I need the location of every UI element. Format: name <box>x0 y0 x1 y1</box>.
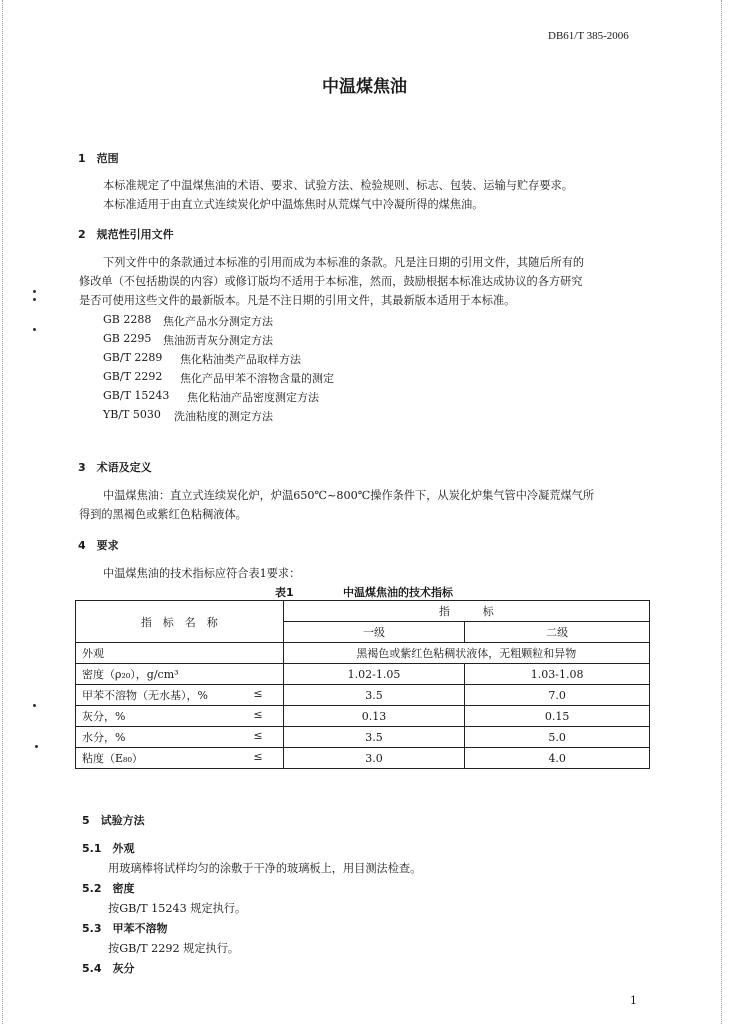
table-cell: 4.0 <box>465 748 650 769</box>
scan-speck <box>33 298 36 301</box>
row-name: 密度（ρ₂₀），g/cm³ <box>82 668 179 681</box>
reference-title: 焦油沥青灰分测定方法 <box>163 334 273 347</box>
paragraph: 中温煤焦油：直立式连续炭化炉，炉温650℃~800℃操作条件下，从炭化炉集气管中冷凝荒煤气所 <box>103 489 595 502</box>
le-symbol: ≤ <box>253 750 263 763</box>
reference-code: YB/T 5030 <box>103 408 161 421</box>
paragraph: 下列文件中的条款通过本标准的引用而成为本标准的条款。凡是注日期的引用文件，其随后所有的 <box>103 256 585 269</box>
subsection-heading: 5.3 甲苯不溶物 <box>82 922 168 935</box>
table-cell <box>76 664 284 685</box>
row-name: 外观 <box>82 647 104 660</box>
header-cell: 一级 <box>283 622 465 643</box>
reference-code: GB/T 2292 <box>103 370 163 383</box>
table-cell: 1.03-1.08 <box>465 664 650 685</box>
section-heading: 4 要求 <box>78 539 119 552</box>
section-heading: 2 规范性引用文件 <box>78 228 174 241</box>
table-cell <box>76 643 284 664</box>
table-cell: 0.13 <box>283 706 465 727</box>
header-cell: 指 标 <box>283 601 649 622</box>
section-heading: 1 范围 <box>78 152 119 165</box>
scan-edge-right <box>721 0 723 1024</box>
row-name: 甲苯不溶物（无水基），% <box>82 689 208 702</box>
subsection-heading: 5.1 外观 <box>82 842 135 855</box>
scan-speck <box>35 745 38 748</box>
le-symbol: ≤ <box>253 708 263 721</box>
reference-code: GB 2288 <box>103 313 152 326</box>
table-caption-title: 中温煤焦油的技术指标 <box>343 586 453 599</box>
table-cell <box>76 727 284 748</box>
page-number: 1 <box>630 994 637 1007</box>
table-cell: 7.0 <box>465 685 650 706</box>
reference-title: 洗油粘度的测定方法 <box>174 410 273 423</box>
header-cell: 二级 <box>465 622 650 643</box>
reference-title: 焦化粘油产品密度测定方法 <box>187 391 319 404</box>
scan-speck <box>33 704 36 707</box>
scan-speck <box>33 290 36 293</box>
table-cell <box>76 685 284 706</box>
table-row <box>76 643 650 664</box>
le-symbol: ≤ <box>253 729 263 742</box>
table-cell: 黑褐色或紫红色粘稠状液体，无粗颗粒和异物 <box>283 643 649 664</box>
paragraph: 按GB/T 2292 规定执行。 <box>108 942 240 955</box>
table-cell <box>76 706 284 727</box>
row-name: 粘度（E₈₀） <box>82 752 143 765</box>
reference-code: GB 2295 <box>103 332 152 345</box>
table-header-row <box>76 601 650 622</box>
row-name: 灰分，% <box>82 710 126 723</box>
reference-code: GB/T 2289 <box>103 351 163 364</box>
reference-title: 焦化产品甲苯不溶物含量的测定 <box>180 372 334 385</box>
document-title: 中温煤焦油 <box>322 77 407 97</box>
section-heading: 3 术语及定义 <box>78 461 152 474</box>
table-cell: 1.02-1.05 <box>283 664 465 685</box>
table-cell: 3.5 <box>283 685 465 706</box>
subsection-heading: 5.2 密度 <box>82 882 135 895</box>
document-code: DB61/T 385-2006 <box>548 30 629 42</box>
row-name: 水分，% <box>82 731 126 744</box>
table-cell: 3.0 <box>283 748 465 769</box>
paragraph: 按GB/T 15243 规定执行。 <box>108 902 247 915</box>
table-cell <box>76 748 284 769</box>
paragraph: 修改单（不包括勘误的内容）或修订版均不适用于本标准，然而，鼓励根据本标准达成协议的各方研究 <box>79 275 583 288</box>
section-heading: 5 试验方法 <box>82 814 145 827</box>
le-symbol: ≤ <box>253 687 263 700</box>
table-cell: 0.15 <box>465 706 650 727</box>
table-cell: 5.0 <box>465 727 650 748</box>
scan-edge-left <box>2 0 4 1024</box>
paragraph: 得到的黑褐色或紫红色粘稠液体。 <box>79 508 247 521</box>
reference-code: GB/T 15243 <box>103 389 170 402</box>
paragraph: 本标准规定了中温煤焦油的术语、要求、试验方法、检验规则、标志、包装、运输与贮存要求。 <box>103 179 573 192</box>
table-row <box>76 727 650 748</box>
paragraph: 中温煤焦油的技术指标应符合表1要求： <box>103 567 301 580</box>
table-cell: 3.5 <box>283 727 465 748</box>
table-row <box>76 748 650 769</box>
paragraph: 用玻璃棒将试样均匀的涂敷于干净的玻璃板上，用目测法检查。 <box>108 862 422 875</box>
subsection-heading: 5.4 灰分 <box>82 962 135 975</box>
paragraph: 是否可使用这些文件的最新版本。凡是不注日期的引用文件，其最新版本适用于本标准。 <box>79 294 516 307</box>
paragraph: 本标准适用于由直立式连续炭化炉中温炼焦时从荒煤气中冷凝所得的煤焦油。 <box>103 198 484 211</box>
table-row <box>76 685 650 706</box>
scan-speck <box>33 328 36 331</box>
reference-title: 焦化产品水分测定方法 <box>163 315 273 328</box>
table-row <box>76 706 650 727</box>
table-row <box>76 664 650 685</box>
header-cell: 指 标 名 称 <box>76 601 284 643</box>
table-caption-number: 表1 <box>275 586 294 599</box>
reference-title: 焦化粘油类产品取样方法 <box>180 353 301 366</box>
spec-table <box>75 600 650 769</box>
